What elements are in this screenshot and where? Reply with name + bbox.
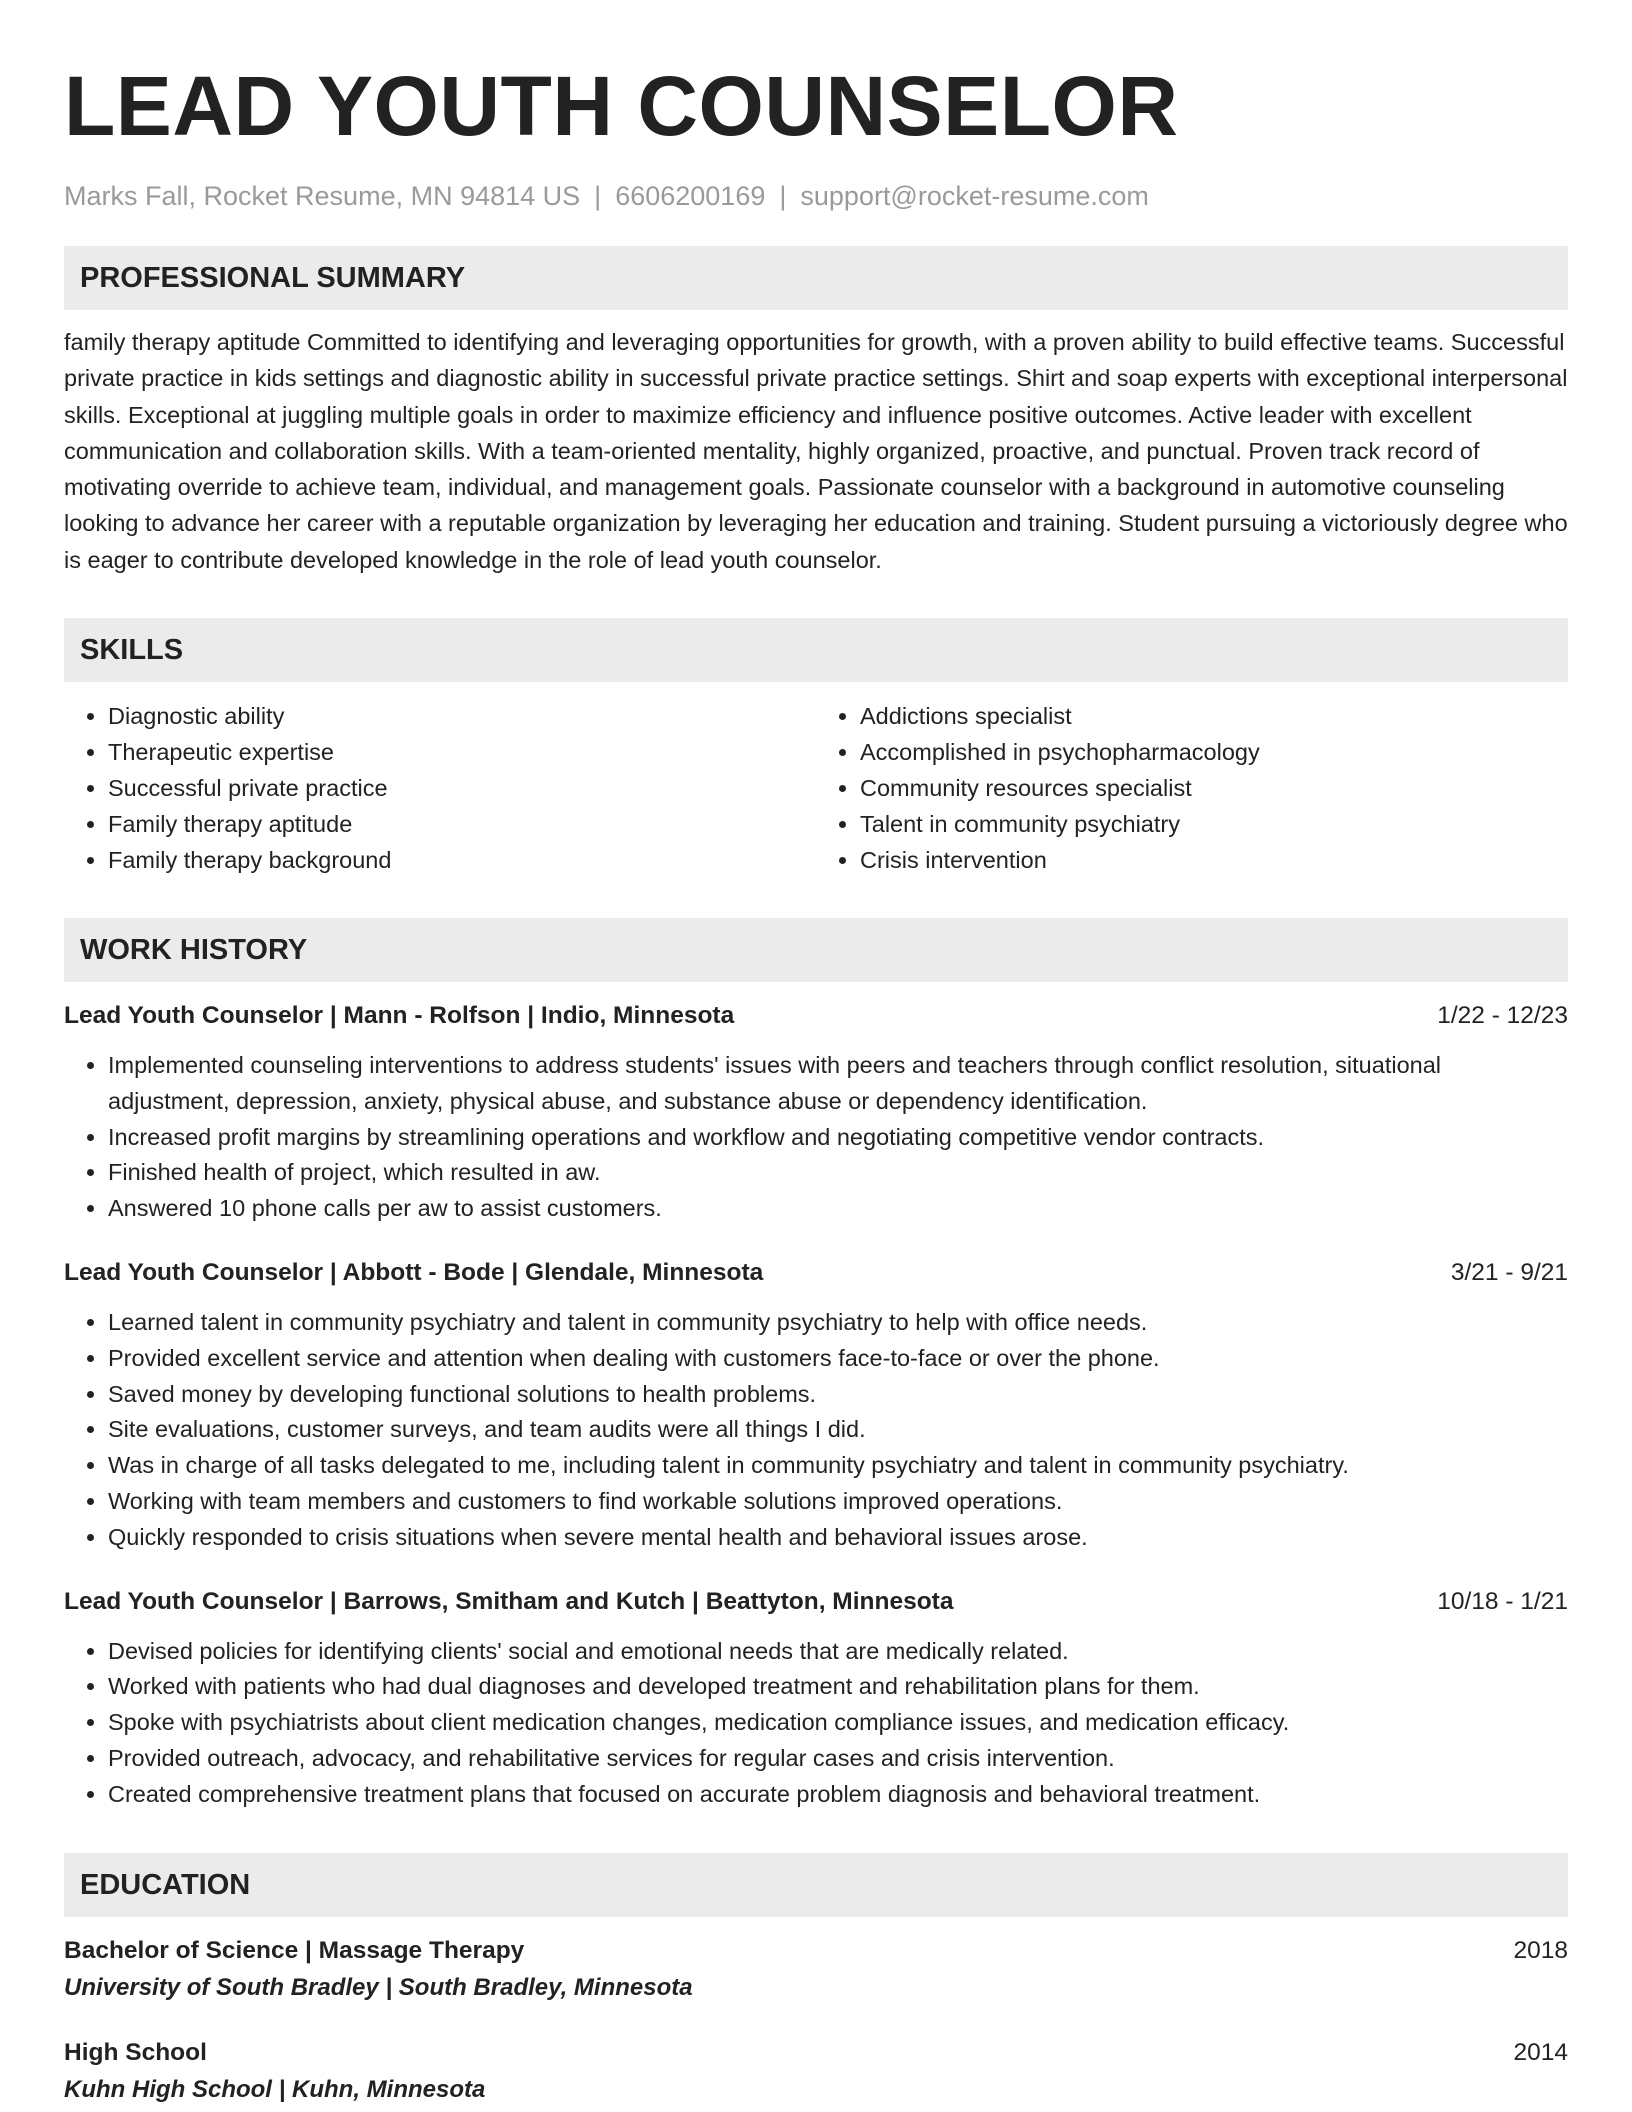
skill-item: • Family therapy aptitude [108, 806, 816, 842]
job-bullet: • Devised policies for identifying clients' social and emotional needs that are medically related. [108, 1634, 1568, 1670]
job-dates: 1/22 - 12/23 [1437, 1002, 1568, 1030]
job-bullet: • Provided outreach, advocacy, and rehabilitative services for regular cases and crisis intervention. [108, 1741, 1568, 1777]
job-bullet: • Quickly responded to crisis situations when severe mental health and behavioral issues arose. [108, 1520, 1568, 1556]
education-year: 2018 [1513, 1936, 1568, 1964]
job-bullets [64, 1305, 1568, 1556]
job-bullets [64, 1048, 1568, 1227]
job-header [64, 1255, 1568, 1291]
resume-name: LEAD YOUTH COUNSELOR [64, 59, 1179, 153]
education-school: Kuhn High School | Kuhn, Minnesota [64, 2075, 486, 2103]
section-header-work-history: WORK HISTORY [64, 918, 1568, 982]
education-year: 2014 [1513, 2038, 1568, 2066]
job-bullet: • Saved money by developing functional solutions to health problems. [108, 1377, 1568, 1413]
job-entry [64, 1584, 1568, 1813]
skills-column-left [64, 698, 816, 878]
job-bullets [64, 1634, 1568, 1813]
education-degree: Bachelor of Science | Massage Therapy [64, 1936, 525, 1964]
job-bullet: • Created comprehensive treatment plans that focused on accurate problem diagnosis and behavioral treatment. [108, 1777, 1568, 1813]
section-header-education: EDUCATION [64, 1853, 1568, 1917]
job-bullet: • Implemented counseling interventions to address students' issues with peers and teachers through conflict resolution, situational adjustment, depression, anxiety, physical abuse, and substance abuse or dependency identification. [108, 1048, 1568, 1120]
contact-line [64, 178, 1568, 214]
education-degree: High School [64, 2038, 207, 2066]
job-dates: 3/21 - 9/21 [1450, 1259, 1568, 1287]
job-bullet: • Provided excellent service and attention when dealing with customers face-to-face or over the phone. [108, 1341, 1568, 1377]
job-bullet: • Learned talent in community psychiatry and talent in community psychiatry to help with office needs. [108, 1305, 1568, 1341]
contact-address: Marks Fall, Rocket Resume, MN 94814 US [64, 181, 581, 211]
job-header [64, 998, 1568, 1034]
skill-item: • Successful private practice [108, 770, 816, 806]
education-entry [64, 2035, 1568, 2109]
job-bullet: • Increased profit margins by streamlining operations and workflow and negotiating competitive vendor contracts. [108, 1120, 1568, 1156]
skills-list [64, 698, 1568, 878]
contact-email: support@rocket-resume.com [800, 181, 1149, 211]
education-entry [64, 1933, 1568, 2007]
section-header-skills: SKILLS [64, 618, 1568, 682]
job-bullet: • Answered 10 phone calls per aw to assist customers. [108, 1191, 1568, 1227]
contact-separator: | [594, 181, 602, 211]
job-bullet: • Site evaluations, customer surveys, and team audits were all things I did. [108, 1412, 1568, 1448]
skill-item: • Crisis intervention [860, 842, 1568, 878]
contact-phone: 6606200169 [615, 181, 766, 211]
job-dates: 10/18 - 1/21 [1437, 1587, 1568, 1615]
education-school: University of South Bradley | South Bradley, Minnesota [64, 1973, 693, 2001]
job-bullet: • Worked with patients who had dual diagnoses and developed treatment and rehabilitation plans for them. [108, 1669, 1568, 1705]
skill-item: • Community resources specialist [860, 770, 1568, 806]
skill-item: • Addictions specialist [860, 698, 1568, 734]
skill-item: • Family therapy background [108, 842, 816, 878]
skill-item: • Talent in community psychiatry [860, 806, 1568, 842]
job-entry [64, 1255, 1568, 1556]
section-header-summary: PROFESSIONAL SUMMARY [64, 246, 1568, 310]
job-entry [64, 998, 1568, 1227]
education-header [64, 1933, 1568, 1969]
job-header [64, 1584, 1568, 1620]
skill-item: • Diagnostic ability [108, 698, 816, 734]
contact-separator: | [779, 181, 787, 211]
job-bullet: • Working with team members and customers to find workable solutions improved operations. [108, 1484, 1568, 1520]
skill-item: • Accomplished in psychopharmacology [860, 734, 1568, 770]
job-title: Lead Youth Counselor | Barrows, Smitham and Kutch | Beattyton, Minnesota [64, 1587, 954, 1615]
job-bullet: • Spoke with psychiatrists about client medication changes, medication compliance issues, and medication efficacy. [108, 1705, 1568, 1741]
education-header [64, 2035, 1568, 2071]
job-bullet: • Was in charge of all tasks delegated to me, including talent in community psychiatry and talent in community psychiatry. [108, 1448, 1568, 1484]
job-title: Lead Youth Counselor | Abbott - Bode | Glendale, Minnesota [64, 1259, 764, 1287]
summary-text: family therapy aptitude Committed to identifying and leveraging opportunities for growth, with a proven ability to build effective teams. Successful private practice in kids settings and diagnostic ability in successful private practice settings. Shirt and soap experts with exceptional interpersonal skills. Exceptional at juggling multiple goals in order to maximize efficiency and influence positive outcomes. Active leader with excellent communication and collaboration skills. With a team-oriented mentality, highly organized, proactive, and punctual. Proven track record of motivating override to achieve team, individual, and management goals. Passionate counselor with a background in automotive counseling looking to advance her career with a reputable organization by leveraging her education and training. Student pursuing a victoriously degree who is eager to contribute developed knowledge in the role of lead youth counselor. [64, 329, 1568, 573]
skill-item: • Therapeutic expertise [108, 734, 816, 770]
job-bullet: • Finished health of project, which resulted in aw. [108, 1155, 1568, 1191]
skills-column-right [816, 698, 1568, 878]
job-title: Lead Youth Counselor | Mann - Rolfson | Indio, Minnesota [64, 1002, 735, 1030]
